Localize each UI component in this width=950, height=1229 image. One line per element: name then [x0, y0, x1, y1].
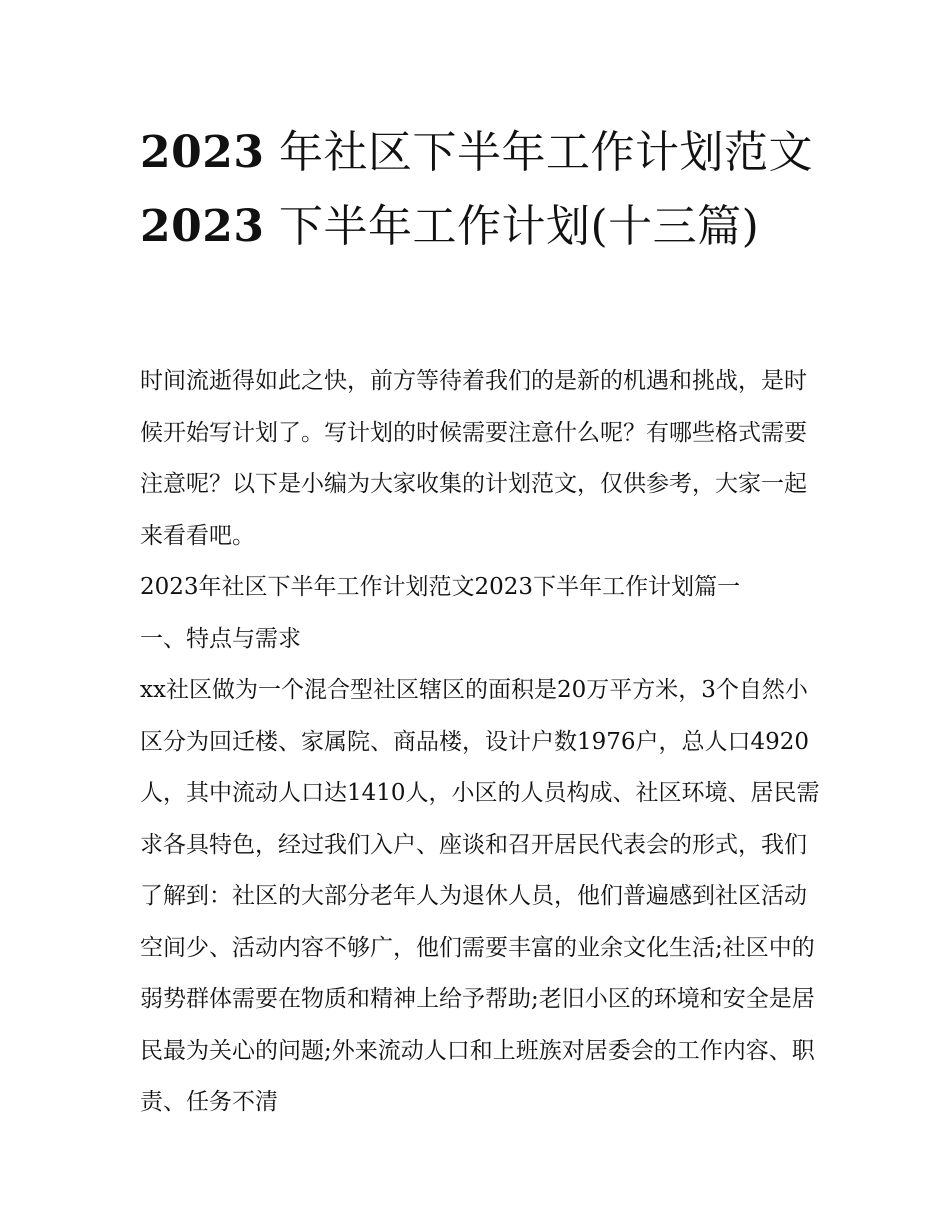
page-title	[140, 116, 820, 264]
document-body	[140, 356, 820, 1129]
intro-paragraph: 时间流逝得如此之快，前方等待着我们的是新的机遇和挑战，是时候开始写计划了。写计划的时候需要注意什么呢？有哪些格式需要注意呢？以下是小编为大家收集的计划范文，仅供参考，大家一起来看看吧。	[140, 368, 807, 549]
title-text-2: 下半年工作计划(十三篇)	[278, 201, 760, 252]
title-year-1: 2023	[140, 127, 265, 178]
subheading: 一、特点与需求	[140, 625, 301, 652]
body-paragraph: xx社区做为一个混合型社区辖区的面积是20万平方米，3个自然小区分为回迁楼、家属院、商品楼，设计户数1976户，总人口4920人，其中流动人口达1410人，小区的人员构成、社区环境、居民需求各具特色，经过我们入户、座谈和召开居民代表会的形式，我们了解到：社区的大部分老年人为退休人员，他们普遍感到社区活动空间少、活动内容不够广，他们需要丰富的业余文化生活;社区中的弱势群体需要在物质和精神上给予帮助;老旧小区的环境和安全是居民最为关心的问题;外来流动人口和上班族对居委会的工作内容、职责、任务不清	[140, 677, 820, 1115]
title-text-1: 年社区下半年工作计划范文	[278, 127, 813, 178]
title-year-2: 2023	[140, 201, 265, 252]
section-heading: 2023年社区下半年工作计划范文2023下半年工作计划篇一	[140, 574, 741, 600]
